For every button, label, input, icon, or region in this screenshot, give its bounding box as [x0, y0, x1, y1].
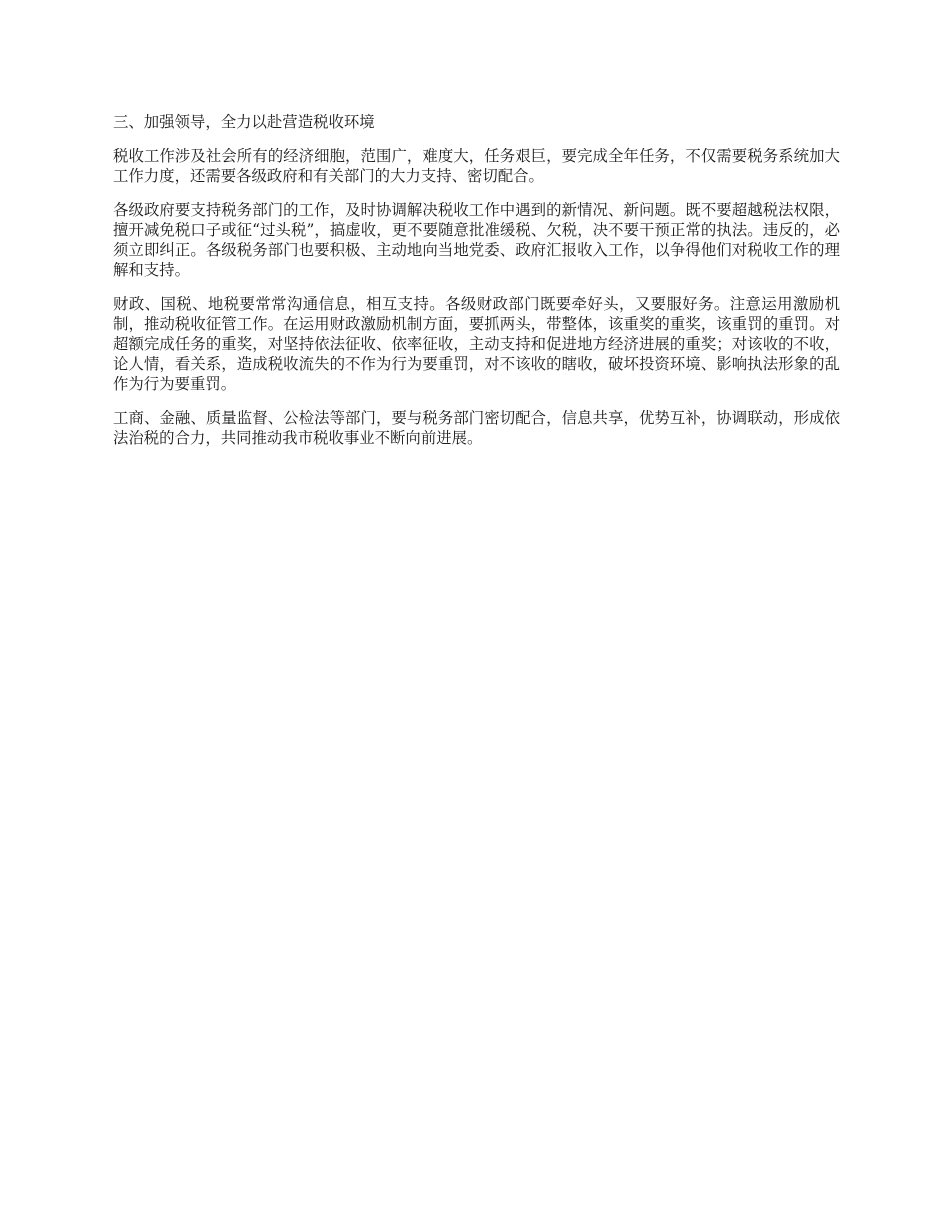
document-page — [113, 112, 840, 462]
section-heading: 三、加强领导，全力以赴营造税收环境 — [113, 113, 375, 131]
paragraph: 财政、国税、地税要常常沟通信息，相互支持。各级财政部门既要牵好头，又要服好务。注意运用激励机制，推动税收征管工作。在运用财政激励机制方面，要抓两头，带整体，该重奖的重奖，该重罚的重罚。对超额完成任务的重奖，对坚持依法征收、依率征收，主动支持和促进地方经济进展的重奖；对该收的不收，论人情，看关系，造成税收流失的不作为行为要重罚，对不该收的瞎收，破坏投资环境、影响执法形象的乱作为行为要重罚。 — [113, 295, 840, 393]
paragraph: 各级政府要支持税务部门的工作，及时协调解决税收工作中遇到的新情况、新问题。既不要超越税法权限，擅开减免税口子或征“过头税”，搞虚收，更不要随意批准缓税、欠税，决不要干预正常的执法。违反的，必须立即纠正。各级税务部门也要积极、主动地向当地党委、政府汇报收入工作，以争得他们对税收工作的理解和支持。 — [113, 201, 840, 279]
paragraph: 税收工作涉及社会所有的经济细胞，范围广，难度大，任务艰巨，要完成全年任务，不仅需要税务系统加大工作力度，还需要各级政府和有关部门的大力支持、密切配合。 — [113, 147, 840, 185]
paragraph: 工商、金融、质量监督、公检法等部门，要与税务部门密切配合，信息共享，优势互补，协调联动，形成依法治税的合力，共同推动我市税收事业不断向前进展。 — [113, 409, 840, 447]
